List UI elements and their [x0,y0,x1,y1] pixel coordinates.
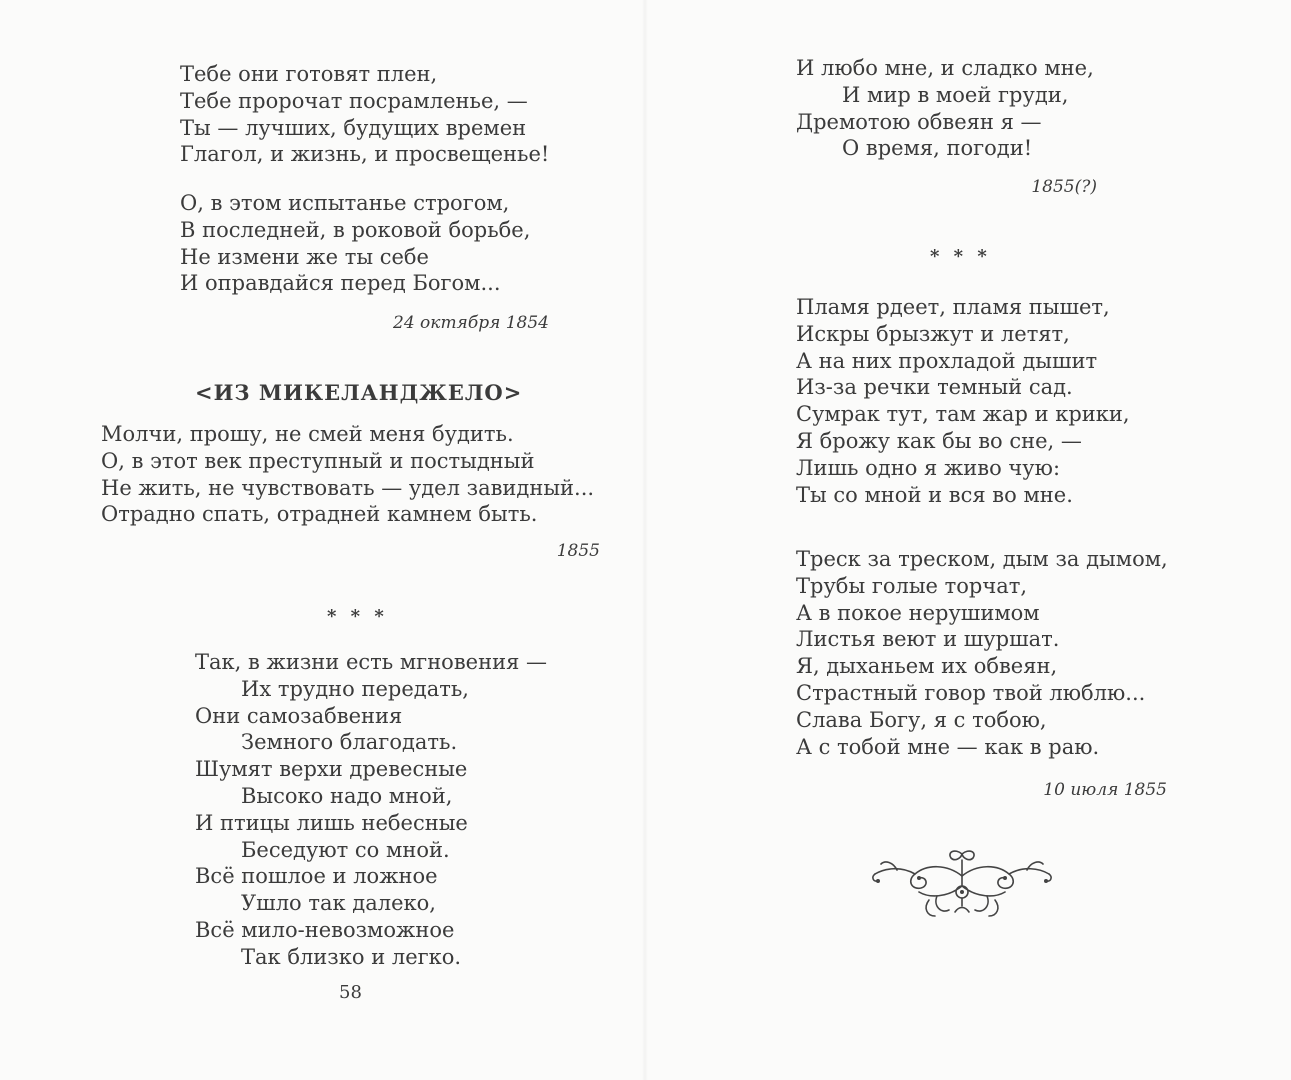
poem-date: 1855(?) [1031,177,1097,197]
poem-line: А в покое нерушимом [796,600,1040,625]
poem-date: 1855 [556,541,600,561]
right-page [645,0,1291,1080]
left-stanza-2 [180,190,530,297]
poem-line: Отрадно спать, отрадней камнем быть. [101,502,538,527]
poem-line: Лишь одно я живо чую: [796,455,1061,480]
poem-line: Всё мило-невозможное [195,917,455,942]
poem-line: Не измени же ты себе [180,244,429,269]
poem-line: Слава Богу, я с тобою, [796,707,1047,732]
poem-line: Беседуют со мной. [241,837,450,862]
poem-line: Их трудно передать, [241,676,469,701]
poem-line: Дремотою обвеян я — [796,109,1042,134]
poem-line: Всё пошлое и ложное [195,864,438,889]
poem-line: А на них прохладой дышит [796,348,1098,373]
poem-date: 10 июля 1855 [1043,780,1167,800]
poem-line: Я, дыханьем их обвеян, [796,654,1058,679]
poem-line: И оправдайся перед Богом... [180,271,501,296]
poem-line: Молчи, прошу, не смей меня будить. [101,422,514,446]
poem-line: О, в этот век преступный и постыдный [101,448,535,473]
poem-line: Треск за треском, дым за дымом, [796,547,1168,571]
poem-line: Пламя рдеет, пламя пышет, [796,295,1110,319]
poem-line: Из-за речки темный сад. [796,375,1073,400]
poem-line: Искры брызжут и летят, [796,321,1070,346]
poem-line: И птицы лишь небесные [195,810,468,835]
section-stars: * * * [327,606,388,627]
poem-line: Ушло так далеко, [241,891,436,916]
poem-line: Тебе они готовят плен, [180,62,438,86]
right-stanza-2 [796,294,1130,508]
poem-line: Земного благодать. [241,730,458,755]
poem-line: Так, в жизни есть мгновения — [195,650,547,674]
poem-line: Высоко надо мной, [241,783,453,808]
poem-line: Ты со мной и вся во мне. [796,482,1073,507]
poem-title: <ИЗ МИКЕЛАНДЖЕЛО> [195,380,523,405]
left-stanza-1 [180,61,549,168]
poem-line: Так близко и легко. [241,944,462,969]
poem-line: О время, погоди! [842,136,1033,161]
poem-line: Сумрак тут, там жар и крики, [796,402,1130,427]
poem-line: В последней, в роковой борьбе, [180,217,531,242]
left-page [0,0,645,1080]
right-stanza-1 [796,55,1094,162]
poem-line: О, в этом испытанье строгом, [180,191,510,215]
left-stanza-4 [195,649,547,971]
section-stars: * * * [930,246,991,267]
poem-line: И мир в моей груди, [842,82,1069,107]
floral-vignette-icon [867,846,1057,922]
poem-line: И любо мне, и сладко мне, [796,56,1094,80]
poem-line: Листья веют и шуршат. [796,627,1060,652]
poem-line: Не жить, не чувствовать — удел завидный... [101,475,595,500]
right-stanza-3 [796,546,1168,760]
poem-date: 24 октября 1854 [393,313,549,333]
poem-line: Трубы голые торчат, [796,573,1028,598]
poem-line: А с тобой мне — как в раю. [796,734,1100,759]
poem-line: Страстный говор твой люблю... [796,680,1146,705]
poem-line: Тебе пророчат посрамленье, — [180,88,528,113]
left-stanza-3 [101,421,594,528]
poem-line: Шумят верхи древесные [195,757,468,782]
poem-line: Я брожу как бы во сне, — [796,428,1082,453]
poem-line: Они самозабвения [195,703,403,728]
page-number: 58 [339,982,362,1003]
poem-line: Ты — лучших, будущих времен [180,115,527,140]
poem-line: Глагол, и жизнь, и просвещенье! [180,142,550,167]
